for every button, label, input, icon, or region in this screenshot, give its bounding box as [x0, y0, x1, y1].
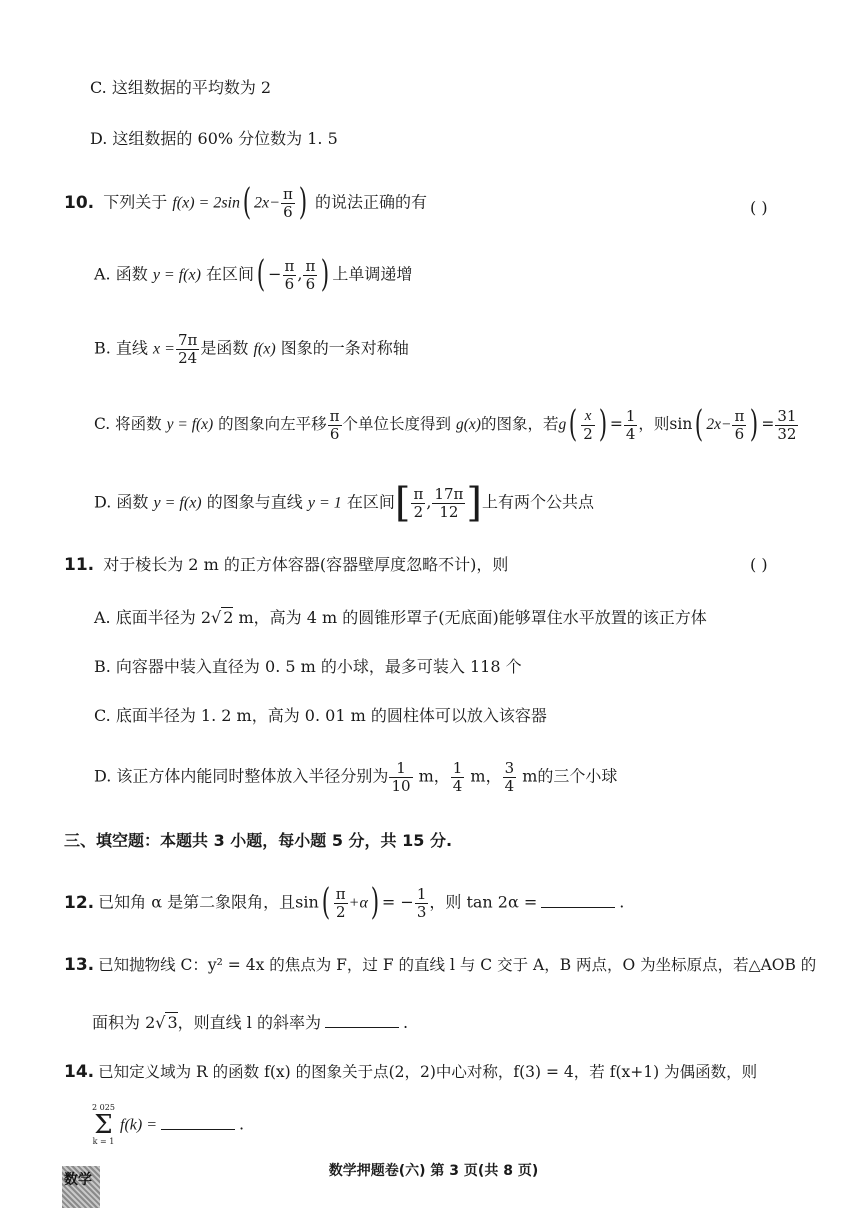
q11-answer-paren: ( ) — [750, 555, 768, 574]
q14-line2: 2 025 Σ k = 1 f(k) = . — [92, 1103, 245, 1146]
q10-option-b: B. 直线 x = $\frac{7\pi}{24}$ 是函数 f(x) 图象的一条对称轴 — [94, 331, 409, 367]
q11-stem: 11. 对于棱长为 2 m 的正方体容器(容器壁厚度忽略不计)，则 — [64, 555, 509, 575]
q14-line1: 14. 已知定义域为 R 的函数 f(x) 的图象关于点(2，2)中心对称，f(3) = 4，若 f(x+1) 为偶函数，则 — [64, 1062, 758, 1082]
subject-stamp: 数学 — [62, 1166, 100, 1208]
q10-stem: 10. 下列关于 f(x) = 2sin( 2x− $\frac{\pi}{6}$ ) 的说法正确的有 — [64, 182, 427, 223]
q10-number: 10. — [64, 192, 95, 213]
q12-answer-blank — [541, 893, 615, 908]
q11-number: 11. — [64, 555, 95, 575]
q10-answer-paren: ( ) — [750, 198, 768, 217]
page-footer: 数学押题卷(六) 第 3 页(共 8 页) — [328, 1163, 539, 1179]
q12: 12. 已知角 α 是第二象限角，且sin( $\frac{\pi}{2}$ +α) = − $\frac{1}{3}$ ，则 tan 2α = . — [64, 882, 625, 923]
q10-option-d: D. 函数 y = f(x) 的图象与直线 y = 1 在区间[ $\frac{\pi}{2}$ , $\frac{17\pi}{12}$ ]上有两个公共点 — [94, 480, 594, 526]
q10-option-c: C. 将函数 y = f(x) 的图象向左平移 $\frac{\pi}{6}$ 个单位长度得到 g(x)的图象，若g( $\frac{x}{2}$ ) = $\frac{1}{4}$ ，则sin( 2x− $\frac{\pi}{6}$ ) = $\frac{31}{32}$ — [94, 404, 797, 445]
q9-option-c: C. 这组数据的平均数为 2 — [90, 78, 272, 97]
q11-option-c: C. 底面半径为 1. 2 m，高为 0. 01 m 的圆柱体可以放入该容器 — [94, 706, 547, 725]
section-3-heading: 三、填空题：本题共 3 小题，每小题 5 分，共 15 分. — [64, 831, 453, 850]
fraction-pi-6: $\frac{\pi}{6}$ — [282, 185, 293, 221]
q11-option-a: A. 底面半径为 2√ 2 m，高为 4 m 的圆锥形罩子(无底面)能够罩住水平放置的该正方体 — [94, 608, 707, 627]
q13-answer-blank — [325, 1013, 399, 1028]
summation: 2 025 Σ k = 1 — [92, 1103, 115, 1146]
q11-option-d: D. 该正方体内能同时整体放入半径分别为 $\frac{1}{10}$ m， $\frac{1}{4}$ m， $\frac{3}{4}$ m的三个小球 — [94, 759, 618, 795]
q13-line1: 13. 已知抛物线 C：y² = 4x 的焦点为 F，过 F 的直线 l 与 C 交于 A，B 两点，O 为坐标原点，若△AOB 的 — [64, 955, 817, 975]
q14-answer-blank — [161, 1115, 235, 1130]
q9-option-d: D. 这组数据的 60% 分位数为 1. 5 — [90, 129, 338, 148]
q13-line2: 面积为 2√ 3，则直线 l 的斜率为 . — [92, 1013, 409, 1032]
q11-option-b: B. 向容器中装入直径为 0. 5 m 的小球，最多可装入 118 个 — [94, 657, 522, 676]
q10-option-a: A. 函数 y = f(x) 在区间( − $\frac{\pi}{6}$ , $\frac{\pi}{6}$ ) 上单调递增 — [94, 254, 413, 295]
